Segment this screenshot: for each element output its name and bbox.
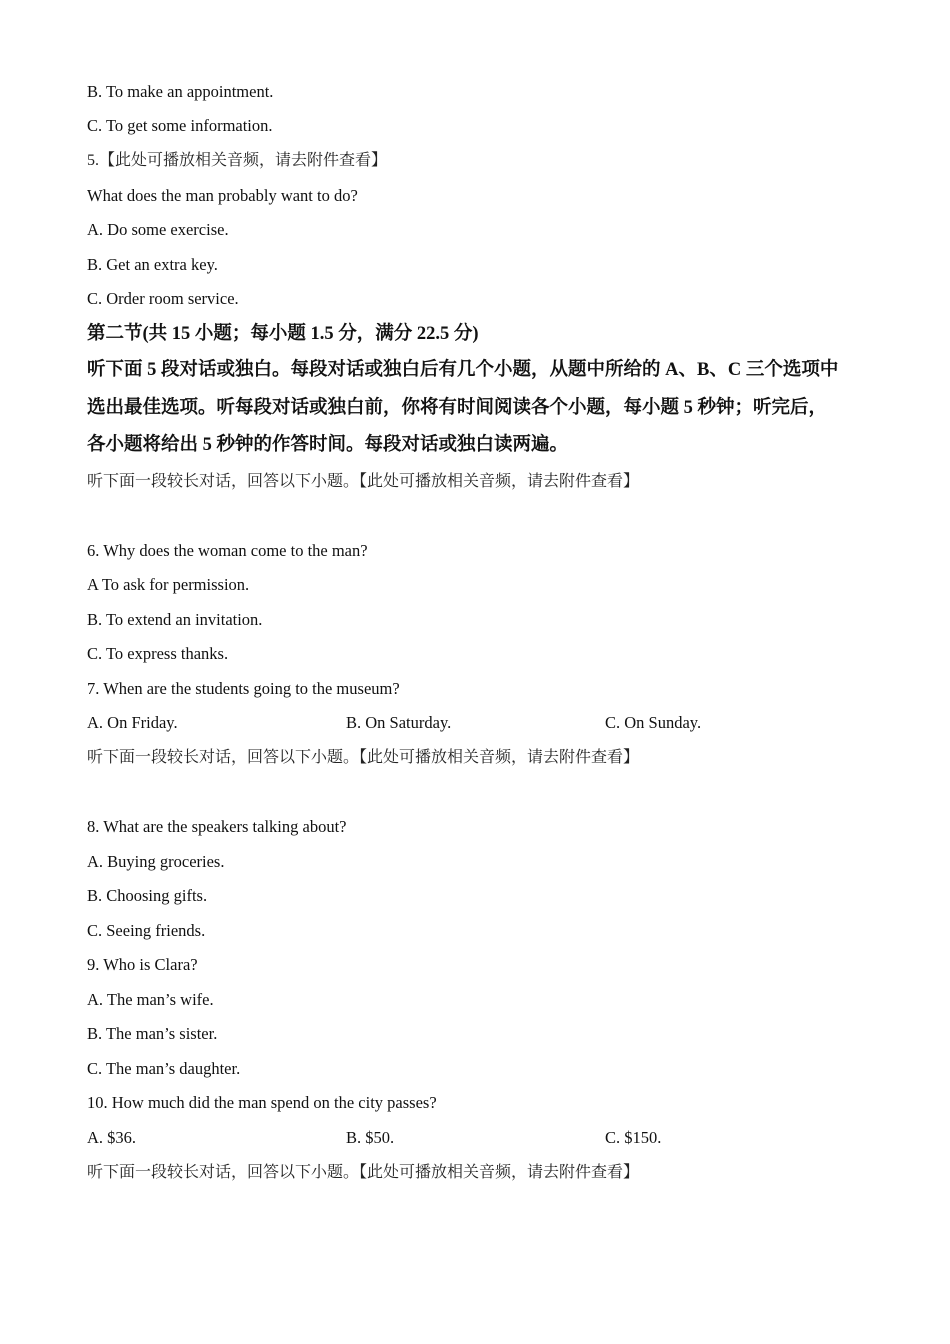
q6-question: 6. Why does the woman come to the man? (87, 541, 368, 560)
q7-question: 7. When are the students going to the museum? (87, 679, 400, 698)
q10-option-c: C. $150. (605, 1128, 662, 1147)
q7-option-b: B. On Saturday. (346, 713, 452, 732)
section2-instructions-line3: 各小题将给出 5 秒钟的作答时间。每段对话或独白读两遍。 (87, 435, 569, 455)
q9-option-c: C. The man’s daughter. (87, 1059, 241, 1078)
q6-option-c: C. To express thanks. (87, 644, 229, 663)
q10-option-a: A. $36. (87, 1128, 137, 1147)
section2-instructions-line1: 听下面 5 段对话或独白。每段对话或独白后有几个小题，从题中所给的 A、B、C 三个选项中 (87, 360, 839, 380)
q7-option-a: A. On Friday. (87, 713, 178, 732)
q9-option-b: B. The man’s sister. (87, 1024, 218, 1043)
q8-option-a: A. Buying groceries. (87, 852, 225, 871)
q5-option-c: C. Order room service. (87, 289, 239, 308)
q5-option-a: A. Do some exercise. (87, 220, 229, 239)
q9-option-a: A. The man’s wife. (87, 990, 214, 1009)
q7-option-c: C. On Sunday. (605, 713, 702, 732)
dialogue2-note: 听下面一段较长对话，回答以下小题。【此处可播放相关音频，请去附件查看】 (87, 749, 640, 766)
q4-option-c: C. To get some information. (87, 116, 273, 135)
q8-question: 8. What are the speakers talking about? (87, 817, 347, 836)
q6-option-a: A To ask for permission. (87, 575, 250, 594)
section2-title: 第二节(共 15 小题；每小题 1.5 分，满分 22.5 分) (87, 324, 479, 344)
q5-option-b: B. Get an extra key. (87, 255, 218, 274)
q10-option-b: B. $50. (346, 1128, 395, 1147)
q5-question: What does the man probably want to do? (87, 186, 358, 205)
section2-instructions-line2: 选出最佳选项。听每段对话或独白前，你将有时间阅读各个小题，每小题 5 秒钟；听完后， (87, 398, 828, 418)
q10-question: 10. How much did the man spend on the city passes? (87, 1093, 437, 1112)
q8-option-b: B. Choosing gifts. (87, 886, 208, 905)
q4-option-b: B. To make an appointment. (87, 82, 274, 101)
q6-option-b: B. To extend an invitation. (87, 610, 263, 629)
q8-option-c: C. Seeing friends. (87, 921, 206, 940)
dialogue3-note: 听下面一段较长对话，回答以下小题。【此处可播放相关音频，请去附件查看】 (87, 1164, 640, 1181)
dialogue1-note: 听下面一段较长对话，回答以下小题。【此处可播放相关音频，请去附件查看】 (87, 473, 640, 490)
q9-question: 9. Who is Clara? (87, 955, 198, 974)
q5-audio-note: 5.【此处可播放相关音频，请去附件查看】 (87, 152, 388, 169)
